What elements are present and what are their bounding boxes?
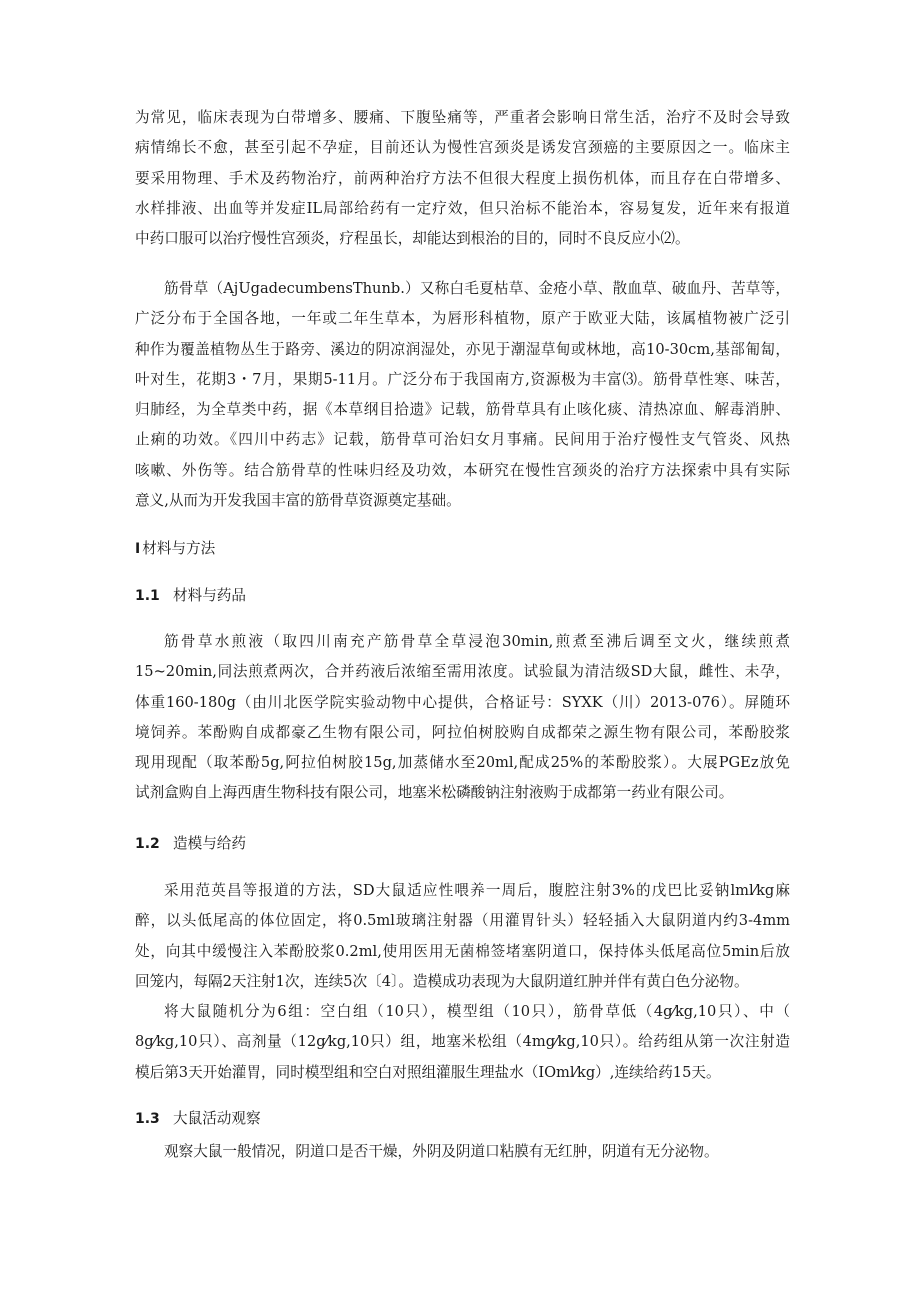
section-heading-1-2 — [135, 833, 246, 855]
text-line: 模后第3天开始灌胃，同时模型组和空白对照组灌服生理盐水（IOml⁄kg）,连续给药15天。 — [135, 1063, 721, 1081]
text-line: 为常见，临床表现为白带增多、腰痛、下腹坠痛等，严重者会影响日常生活，治疗不及时会导致 — [135, 109, 790, 126]
section-title: 材料与方法 — [142, 540, 216, 557]
intro-paragraph-2 — [135, 274, 790, 516]
text-line: 筋骨草水煎液（取四川南充产筋骨草全草浸泡30min,煎煮至沸后调至文火，继续煎煮 — [164, 633, 790, 650]
text-line: 水样排液、出血等并发症IL局部给药有一定疗效，但只治标不能治本，容易复发，近年来有报道 — [135, 199, 790, 217]
text-line: 试剂盒购自上海西唐生物科技有限公司，地塞米松磷酸钠注射液购于成都第一药业有限公司。 — [135, 784, 734, 802]
text-line: 止痢的功效。《四川中药志》记载，筋骨草可治妇女月事痛。民间用于治疗慢性支气管炎、风热 — [135, 431, 790, 449]
text-line: 回笼内，每隔2天注射1次，连续5次〔4〕。造模成功表现为大鼠阴道红肿并伴有黄白色分泌物。 — [135, 972, 749, 990]
text-line: 现用现配（取苯酚5g,阿拉伯树胶15g,加蒸储水至20ml,配成25%的苯酚胶浆）。大展PGEz放免 — [135, 754, 790, 772]
text-line: 体重160-180g（由川北医学院实验动物中心提供，合格证号：SYXK（川）2013-076）。屏随环 — [135, 693, 790, 711]
grouping-paragraph — [135, 997, 790, 1088]
text-line: 境饲养。苯酚购自成都豪乙生物有限公司，阿拉伯树胶购自成都荣之源生物有限公司，苯酚胶浆 — [135, 723, 790, 741]
text-line: 观察大鼠一般情况，阴道口是否干燥，外阴及阴道口粘膜有无红肿，阴道有无分泌物。 — [164, 1143, 719, 1160]
text-line: 8g⁄kg,10只）、高剂量（12g⁄kg,10只）组，地塞米松组（4mg⁄kg,10只）。给药组从第一次注射造 — [135, 1033, 790, 1051]
text-line: 叶对生，花期3・7月，果期5-11月。广泛分布于我国南方,资源极为丰富⑶。筋骨草性寒、味苦， — [135, 370, 790, 388]
text-line: 处，向其中缓慢注入苯酚胶浆0.2ml,使用医用无菌棉签堵塞阴道口，保持体头低尾高位5min后放 — [135, 942, 790, 960]
text-line: 将大鼠随机分为6组：空白组（10只），模型组（10只），筋骨草低（4g⁄kg,10只）、中（ — [164, 1003, 790, 1020]
section-heading-1 — [135, 538, 215, 560]
observation-paragraph — [135, 1137, 790, 1167]
text-line: 意义,从而为开发我国丰富的筋骨草资源奠定基础。 — [135, 492, 461, 510]
text-line: 归肺经，为全草类中药，据《本草纲目拾遗》记载，筋骨草具有止咳化痰、清热凉血、解毒消肿、 — [135, 401, 790, 419]
section-heading-1-3 — [135, 1108, 261, 1130]
text-line: 要采用物理、手术及药物治疗，前两种治疗方法不但很大程度上损伤机体，而且存在白带增多、 — [135, 169, 790, 187]
text-line: 筋骨草（AjUgadecumbensThunb.）又称白毛夏枯草、金疮小草、散血草、破血丹、苦草等， — [164, 280, 790, 297]
text-line: 醉，以头低尾高的体位固定，将0.5ml玻璃注射器（用灌胃针头）轻轻插入大鼠阴道内约3-4mm — [135, 912, 790, 930]
intro-paragraph-1 — [135, 103, 790, 254]
section-title: 材料与药品 — [173, 587, 246, 604]
section-heading-1-1 — [135, 585, 246, 607]
section-number: 1.3 — [135, 1111, 160, 1127]
text-line: 种作为覆盖植物丛生于路旁、溪边的阴凉润湿处，亦见于潮湿草甸或林地，高10-30cm,基部匍匐， — [135, 340, 790, 358]
text-line: 15~20min,同法煎煮两次，合并药液后浓缩至需用浓度。试验鼠为清洁级SD大鼠，雌性、未孕， — [135, 663, 790, 681]
section-number: I — [135, 541, 141, 557]
section-title: 造模与给药 — [173, 835, 246, 852]
text-line: 中药口服可以治疗慢性宫颈炎，疗程虽长，却能达到根治的目的，同时不良反应小⑵。 — [135, 230, 690, 248]
section-number: 1.1 — [135, 588, 160, 604]
text-line: 采用范英昌等报道的方法，SD大鼠适应性喂养一周后，腹腔注射3%的戊巴比妥钠lml⁄kg麻 — [164, 882, 790, 899]
text-line: 病情绵长不愈，甚至引起不孕症，目前还认为慢性宫颈炎是诱发宫颈癌的主要原因之一。临床主 — [135, 139, 790, 157]
modeling-paragraph — [135, 876, 790, 997]
text-line: 广泛分布于全国各地，一年或二年生草本，为唇形科植物，原产于欧亚大陆，该属植物被广泛引 — [135, 310, 790, 328]
section-number: 1.2 — [135, 836, 160, 852]
text-line: 咳嗽、外伤等。结合筋骨草的性味归经及功效，本研究在慢性宫颈炎的治疗方法探索中具有实际 — [135, 461, 790, 479]
section-title: 大鼠活动观察 — [173, 1110, 261, 1127]
materials-paragraph — [135, 627, 790, 809]
